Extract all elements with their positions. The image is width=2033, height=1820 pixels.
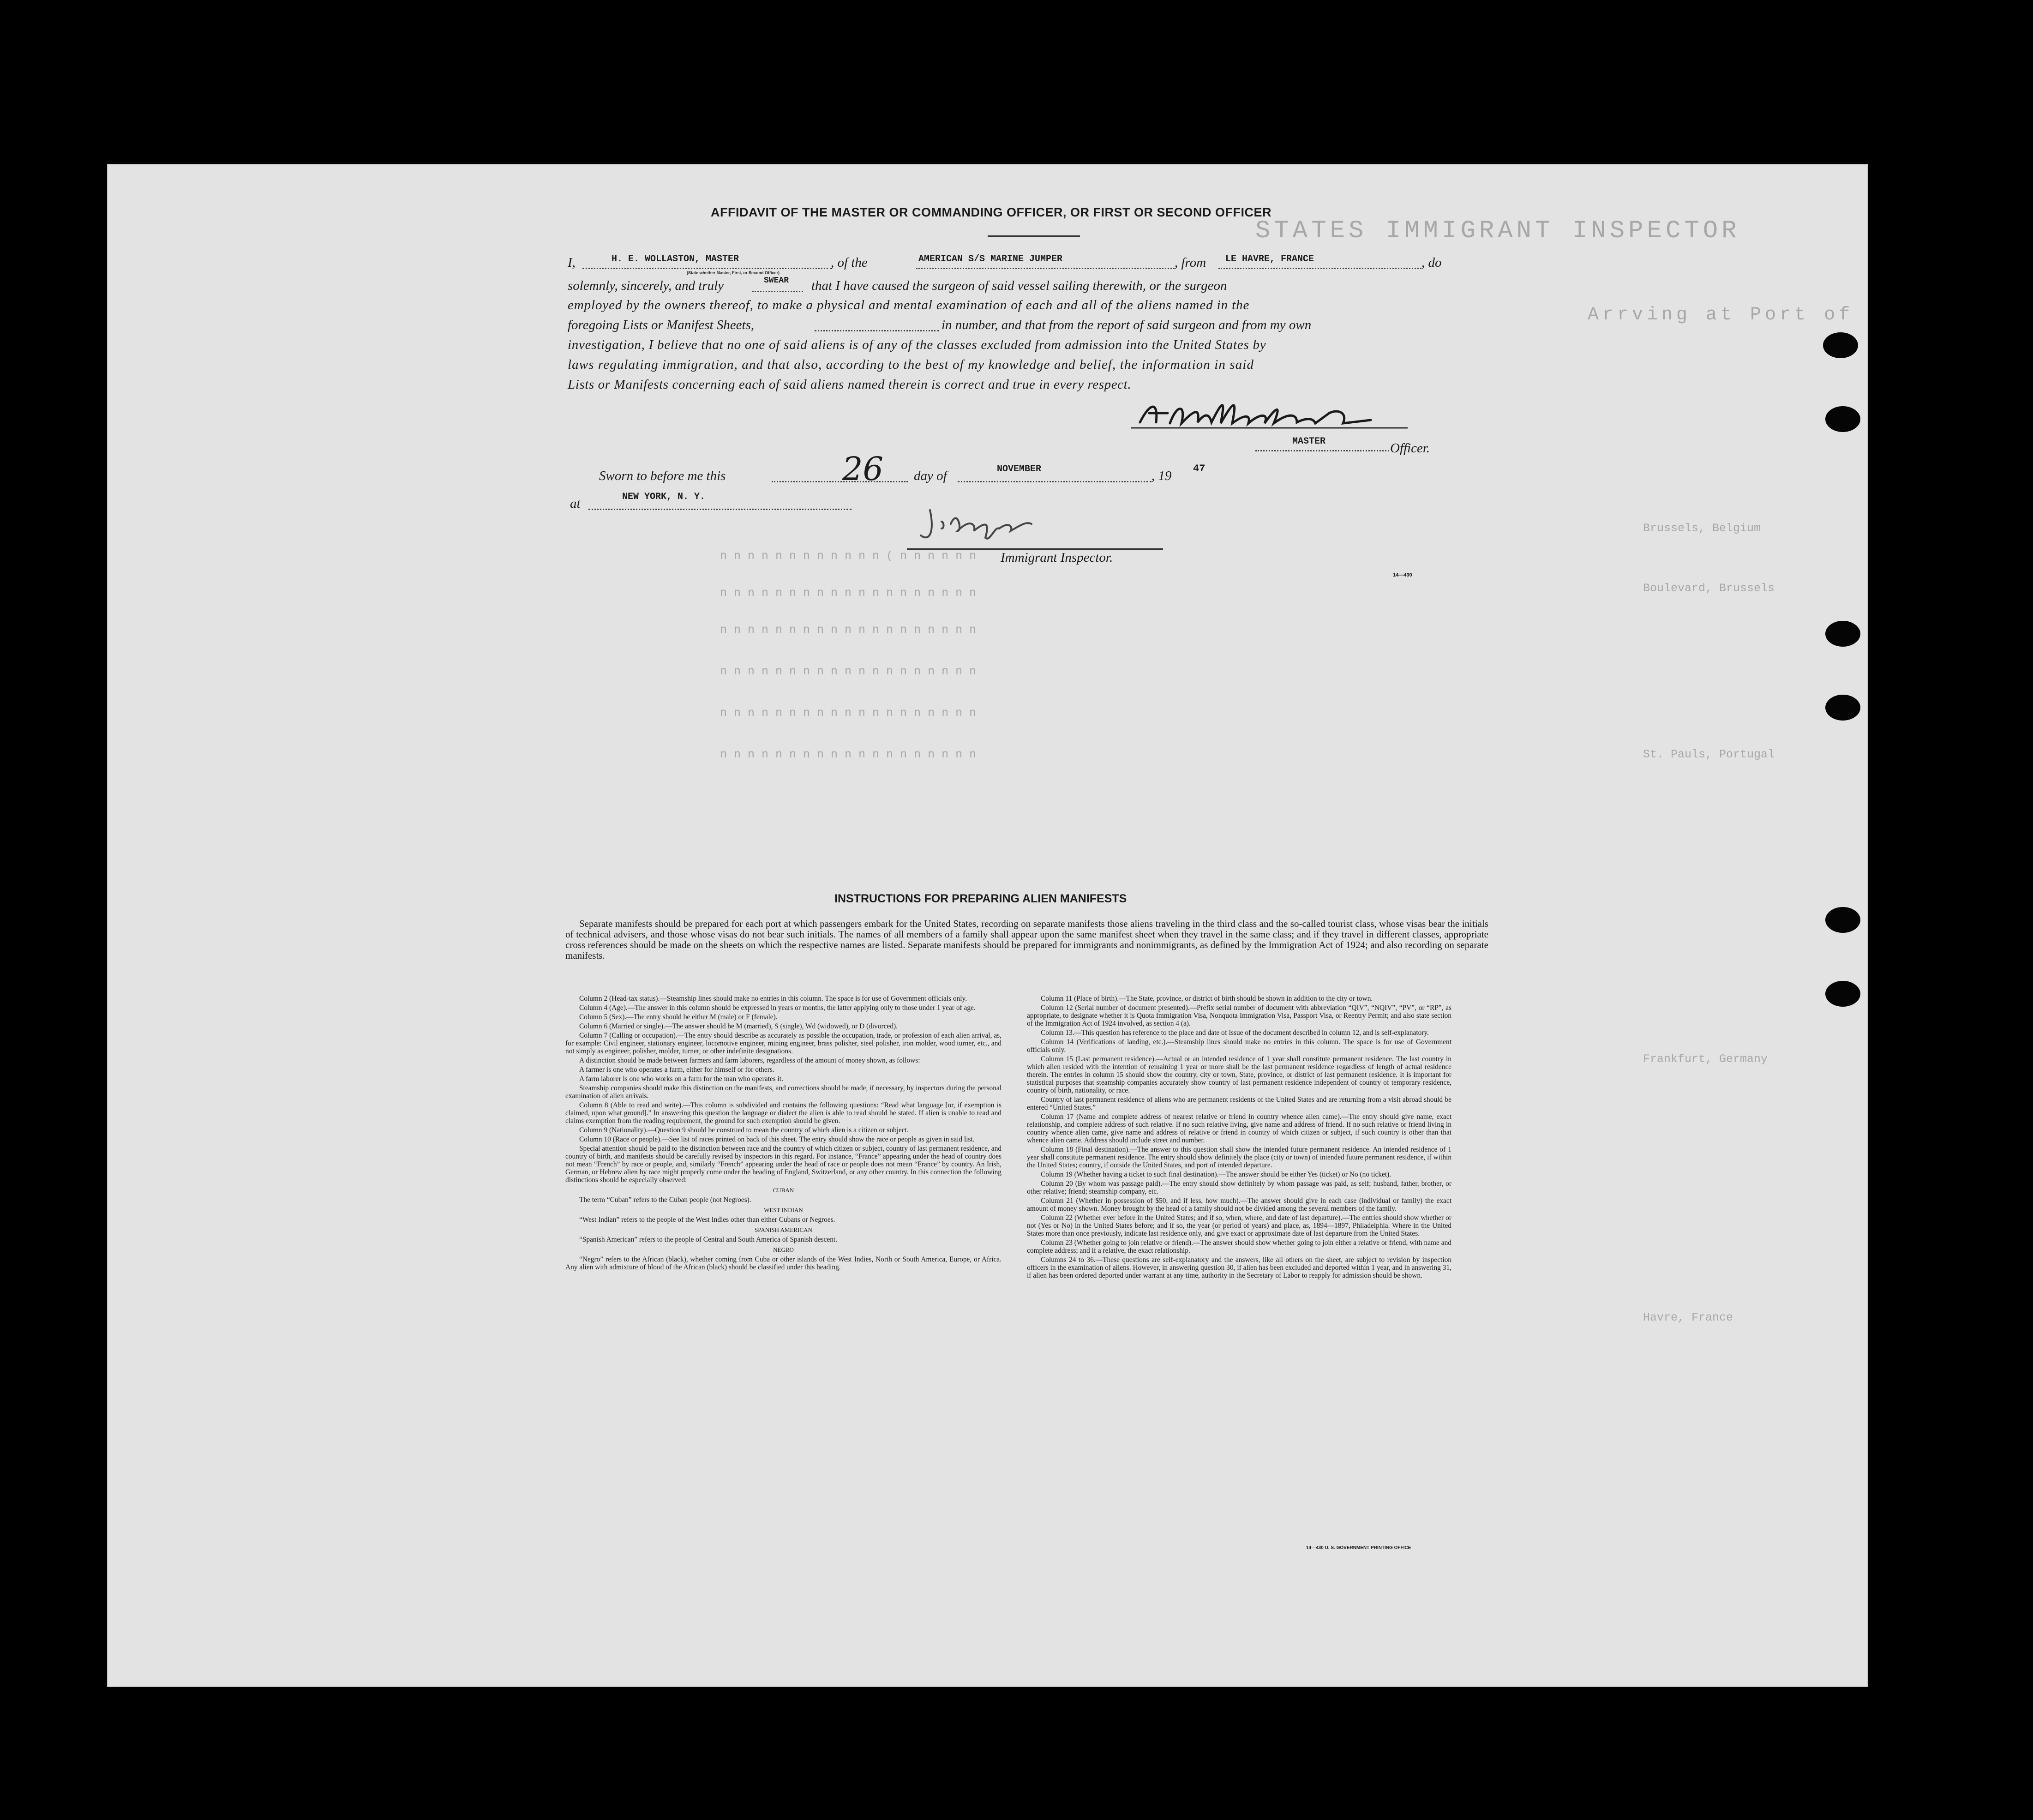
swear-blank	[752, 291, 803, 292]
name-blank	[582, 268, 832, 269]
affidavit-from: , from	[1175, 255, 1206, 270]
intro-paragraph: Separate manifests should be prepared for each port at which passengers embark for the United States, recording on separate manifests those aliens traveling in the third class and the so-called tourist class, whose visas bear the initials of technical advisers, and those whose visas do not bear such initials. The names of all members of a family shall appear upon the same manifest sheet when they travel in the same class; and if they travel in different classes, appropriate cross references should be made on the sheets on which the respective names are listed. Separate manifests should be prepared for immigrants and nonimmigrants, as defined by the Immigration Act of 1924; and also recording on separate manifests.	[565, 918, 1488, 961]
instruction-col21: Column 21 (Whether in possession of $50, and if less, how much).—The answer should give in each case (individual or family) the exact amount of money shown. Money brought by the head of a family should not be divided among the several members of the family.	[1027, 1197, 1451, 1213]
day-of-label: day of	[914, 469, 947, 483]
instruction-col23: Column 23 (Whether going to join relative or friend).—The answer should show whether going to join either a relative or friend, with name and complete address; and if a relative, the exact relationship.	[1027, 1239, 1451, 1255]
vessel-name: AMERICAN S/S MARINE JUMPER	[918, 254, 1063, 264]
affidavit-i: I,	[568, 255, 576, 270]
instruction-col15: Column 15 (Last permanent residence).—Actual or an intended residence of 1 year shall constitute permanent residence. The last country in which alien resided with the intention of remaining 1 year or more shall be the last permanent residence regardless of length of actual residence therein. The entries in column 15 should show the country, city or town, State, province, or district of last permanent residence. It is important for statistical purposes that steamship companies accurately show country of last permanent residence independent of country of temporary residence, country of birth, nationality, or race.	[1027, 1055, 1451, 1094]
printing-office-footer: 14—430 U. S. GOVERNMENT PRINTING OFFICE	[1306, 1545, 1411, 1550]
officer-blank	[1255, 450, 1389, 451]
bleed-through-text: Havre, France	[1643, 1311, 1733, 1324]
instruction-farmer: A farmer is one who operates a farm, either for himself or for others.	[579, 1066, 774, 1074]
bleed-through-text: STATES IMMIGRANT INSPECTOR	[1255, 217, 1740, 245]
inspector-signature-line	[907, 548, 1163, 550]
bleed-through-text: n n n n n n n n n n n n ( n n n n n n	[720, 549, 977, 563]
instruction-col14: Column 14 (Verifications of landing, etc.).—Steamship lines should make no entries in this column. The space is for use of Government officials only.	[1027, 1038, 1451, 1054]
instruction-col24-36: Columns 24 to 36.—These questions are self-explanatory and the answers, like all others on the sheet, are subject to revision by inspection officers in the examination of aliens. However, in answering question 30, if alien has been excluded and deported within 1 year, and in answering 31, if alien has been ordered deported under warrant at any time, authority in the Secretary of Labor to reapply for admission should be shown.	[1027, 1256, 1451, 1279]
bleed-through-text: n n n n n n n n n n n n n n n n n n n	[720, 706, 977, 720]
place-blank	[588, 509, 852, 510]
punch-hole	[1825, 621, 1860, 647]
affidavit-line2: that I have caused the surgeon of said vessel sailing therewith, or the surgeon	[811, 278, 1227, 293]
master-name: H. E. WOLLASTON, MASTER	[612, 254, 739, 264]
instruction-col8: Column 8 (Able to read and write).—This column is subdivided and contains the following questions: “Read what language [or, if exemption is claimed, upon what ground].” In answering this question the language or dialect the alien is able to read should be stated. If alien is unable to read and claims exemption from the reading requirement, the ground for such exemption should be given.	[565, 1101, 1002, 1125]
inspector-signature	[916, 503, 1036, 545]
punch-hole	[1825, 907, 1860, 933]
spanish-american-definition: “Spanish American” refers to the people of Central and South America of Spanish descent.	[579, 1236, 838, 1243]
year-prefix: , 19	[1151, 469, 1172, 483]
affidavit-line7: Lists or Manifests concerning each of said aliens named therein is correct and true in every respect.	[568, 377, 1132, 392]
instruction-col17: Column 17 (Name and complete address of nearest relative or friend in country whence alien came).—The entry should give name, exact relationship, and complete address of such relative. If no such relative living, give name and address of friend. If no such relative or friend living in country whence alien came, give name and address of relative or friend in country of which citizen or subject, if such country is other than that whence alien came. Address should include street and number.	[1027, 1113, 1451, 1144]
day-value: 26	[842, 450, 884, 488]
instruction-col13: Column 13.—This question has reference to the place and date of issue of the document described in column 12, and is self-explanatory.	[1041, 1029, 1429, 1037]
negro-definition: “Negro” refers to the African (black), whether coming from Cuba or other islands of the West Indies, North or South America, Europe, or Africa. Any alien with admixture of blood of the African (black) should be classified under this heading.	[565, 1255, 1002, 1271]
bleed-through-text: n n n n n n n n n n n n n n n n n n n	[720, 623, 977, 637]
instruction-residence-us: Country of last permanent residence of aliens who are permanent residents of the United States and are returning from a visit abroad should be entered “United States.”	[1027, 1096, 1451, 1111]
instruction-col6: Column 6 (Married or single).—The answer should be M (married), S (single), Wd (widowed), or D (divorced).	[579, 1022, 898, 1030]
instruction-col19: Column 19 (Whether having a ticket to such final destination).—The answer should be either Yes (ticket) or No (no ticket).	[1041, 1171, 1391, 1178]
affidavit-line4b: in number, and that from the report of said surgeon and from my own	[942, 318, 1312, 332]
west-indian-definition: “West Indian” refers to the people of the West Indies other than either Cubans or Negroes.	[579, 1216, 835, 1224]
day-blank	[772, 481, 908, 482]
instruction-col18: Column 18 (Final destination).—The answer to this question shall show the intended future permanent residence. An intended residence of 1 year shall constitute permanent residence. The entry should show definitely the place (city or town) of intended future permanent residence, if within the United States; country, if outside the United States, and port of intended departure.	[1027, 1146, 1451, 1169]
count-blank	[815, 330, 939, 331]
instructions-left-column	[565, 995, 1002, 1273]
vessel-blank	[916, 268, 1175, 269]
place-value: NEW YORK, N. Y.	[622, 492, 706, 502]
affidavit-line3: employed by the owners thereof, to make a physical and mental examination of each and all of the aliens named in the	[568, 298, 1250, 312]
instruction-col2: Column 2 (Head-tax status).—Steamship lines should make no entries in this column. The space is for use of Government officials only.	[579, 995, 967, 1003]
instruction-col9: Column 9 (Nationality).—Question 9 should be construed to mean the country of which alien is a citizen or subject.	[579, 1126, 909, 1134]
bleed-through-text: Frankfurt, Germany	[1643, 1052, 1768, 1066]
bleed-through-text: Brussels, Belgium	[1643, 522, 1761, 535]
punch-hole	[1825, 695, 1860, 721]
month-blank	[958, 481, 1151, 482]
affidavit-solemnly: solemnly, sincerely, and truly	[568, 278, 724, 293]
instruction-col12: Column 12 (Serial number of document presented).—Prefix serial number of document with abbreviation “QIV”, “NQIV”, “PV”, or “RP”, as appropriate, to designate whether it is Quota Immigration Visa, Nonquota Immigration Visa, Passport Visa, or Reentry Permit; and also state section of the Immigration Act of 1924 involved, as section 4 (a).	[1027, 1004, 1451, 1027]
instruction-race-distinction: Special attention should be paid to the distinction between race and the country of which citizen or subject, country of last permanent residence, and country of birth, and manifests should be carefully revised by inspectors in this regard. For instance, “France” appearing under the head of country does not mean “French” by race or people, and, similarly “French” appearing under the head of race or people does not mean “France” by country. An Irish, German, or Hebrew alien by race might properly come under the heading of England, Switzerland, or any other country. In this connection the following distinctions should be especially observed:	[565, 1145, 1002, 1184]
affidavit-line5: investigation, I believe that no one of said aliens is of any of the classes excluded from admission into the United States by	[568, 337, 1266, 352]
swear-value: SWEAR	[764, 276, 789, 285]
west-indian-heading: WEST INDIAN	[764, 1207, 803, 1213]
negro-heading: NEGRO	[773, 1246, 794, 1253]
year-suffix: 47	[1193, 463, 1205, 475]
state-note: (State whether Master, First, or Second Officer)	[687, 270, 780, 275]
punch-hole	[1825, 406, 1860, 432]
officer-label: Officer.	[1390, 441, 1430, 456]
bleed-through-text: St. Pauls, Portugal	[1643, 748, 1775, 761]
instructions-intro	[565, 919, 1488, 962]
bleed-through-text: n n n n n n n n n n n n n n n n n n n	[720, 665, 977, 678]
instruction-col22: Column 22 (Whether ever before in the United States; and if so, when, where, and date of last departure).—The entries should show whether or not (Yes or No) in the United States before; and if so, the year (or period of years) and place, as, 1894—1897, Philadelphia. Where in the United States more than once previously, indicate last residence only, and give exact or approximate date of last departure from the United States.	[1027, 1214, 1451, 1237]
instruction-col5: Column 5 (Sex).—The entry should be either M (male) or F (female).	[579, 1013, 778, 1021]
affidavit-line4a: foregoing Lists or Manifest Sheets,	[568, 318, 755, 332]
bleed-through-text: Arrving at Port of	[1588, 305, 1854, 325]
instruction-col7: Column 7 (Calling or occupation).—The entry should describe as accurately as possible the occupation, trade, or profession of each alien arrival, as, for example: Civil engineer, stationary engineer, locomotive engineer, mining engineer, brass polisher, steel polisher, iron molder, wood turner, etc., and not simply as engineer, polisher, molder, turner, or other indefinite designations.	[565, 1032, 1002, 1055]
at-label: at	[570, 496, 581, 511]
instruction-steamship-distinction: Steamship companies should make this distinction on the manifests, and corrections should be made, if necessary, by inspectors during the personal examination of alien arrivals.	[565, 1084, 1002, 1100]
instruction-farm-laborer: A farm laborer is one who works on a farm for the man who operates it.	[579, 1075, 783, 1083]
affidavit-of-the: , of the	[831, 255, 868, 270]
month-value: NOVEMBER	[997, 464, 1042, 475]
affidavit-line6: laws regulating immigration, and that also, according to the best of my knowledge and belief, the information in said	[568, 357, 1254, 372]
punch-hole	[1825, 981, 1860, 1007]
instruction-col4: Column 4 (Age).—The answer in this column should be expressed in years or months, the latter applying only to those under 1 year of age.	[579, 1004, 976, 1012]
spanish-american-heading: SPANISH AMERICAN	[755, 1226, 812, 1233]
bleed-through-text: Boulevard, Brussels	[1643, 582, 1775, 595]
affidavit-title: AFFIDAVIT OF THE MASTER OR COMMANDING OFFICER, OR FIRST OR SECOND OFFICER	[711, 205, 1271, 219]
port-blank	[1218, 268, 1421, 269]
bleed-through-text: n n n n n n n n n n n n n n n n n n n	[720, 748, 977, 761]
title-rule	[988, 235, 1080, 237]
cuban-heading: CUBAN	[773, 1187, 794, 1194]
instructions-title: INSTRUCTIONS FOR PREPARING ALIEN MANIFESTS	[834, 892, 1127, 905]
bleed-through-text: n n n n n n n n n n n n n n n n n n n	[720, 586, 977, 600]
punch-hole	[1823, 332, 1858, 358]
inspector-label: Immigrant Inspector.	[1001, 550, 1113, 565]
form-number: 14—430	[1393, 572, 1412, 578]
instruction-col10: Column 10 (Race or people).—See list of races printed on back of this sheet. The entry should show the race or people as given in said list.	[579, 1135, 975, 1143]
master-signature	[1131, 395, 1417, 436]
instruction-farmer-distinction: A distinction should be made between farmers and farm laborers, regardless of the amount of money shown, as follows:	[579, 1057, 920, 1064]
cuban-definition: The term “Cuban” refers to the Cuban people (not Negroes).	[579, 1196, 751, 1204]
instructions-right-column	[1027, 995, 1451, 1281]
officer-title: MASTER	[1292, 436, 1326, 447]
affidavit-do: , do	[1421, 255, 1442, 270]
instruction-col11: Column 11 (Place of birth).—The State, province, or district of birth should be shown in addition to the city or town.	[1041, 995, 1373, 1003]
departure-port: LE HAVRE, FRANCE	[1225, 254, 1314, 264]
sworn-label: Sworn to before me this	[599, 469, 726, 483]
instruction-col20: Column 20 (By whom was passage paid).—The entry should show definitely by whom passage was paid, as self; husband, father, brother, or other relative; friend; steamship company, etc.	[1027, 1180, 1451, 1195]
